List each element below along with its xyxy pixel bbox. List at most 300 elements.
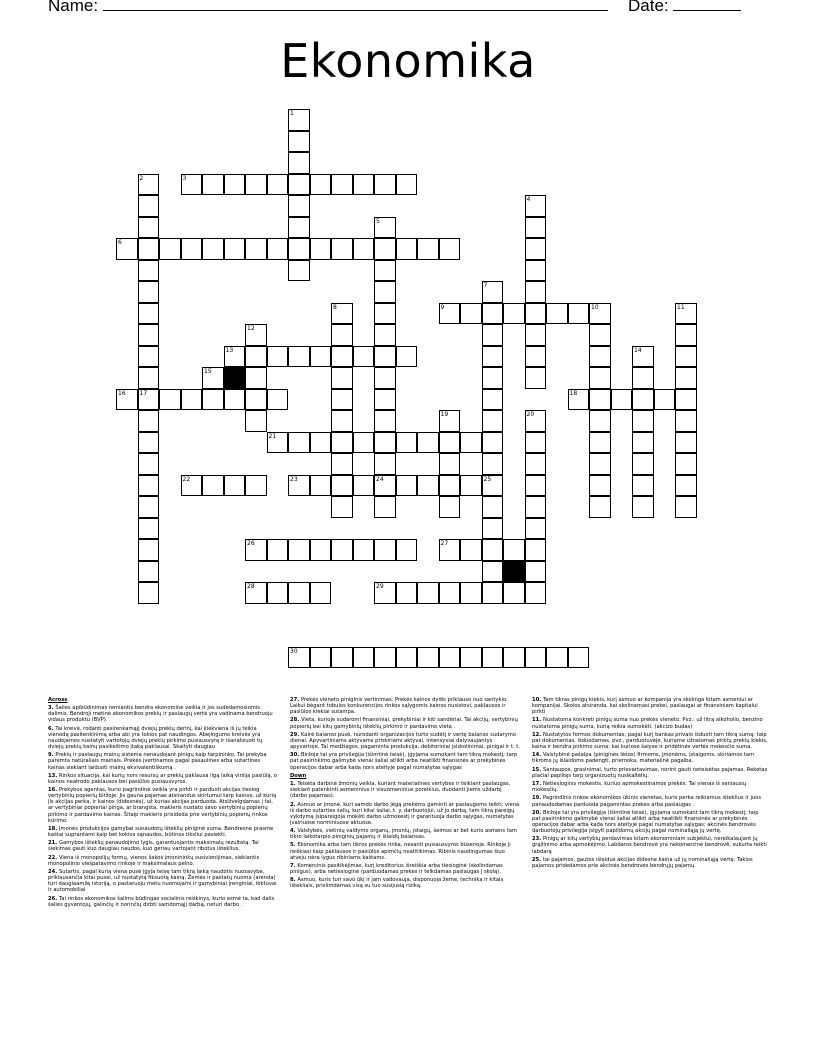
grid-cell[interactable] xyxy=(611,389,633,411)
clue-number: 7. xyxy=(290,862,298,869)
grid-cell[interactable] xyxy=(525,647,547,669)
grid-cell[interactable] xyxy=(439,410,461,432)
clue-number: 16. xyxy=(48,787,59,794)
clue-text: Viena iš monopolijų formų, vienos šakos įmonininkų susivienijimas, siekiantis monopolinio viešpatavimo rinkoje ir maksimalaus pelno. xyxy=(48,854,260,867)
clue-text: Komercinis pasitikėjimas, kurį kreditorius išreiškia arba tiesioginė (skolindamas pinigus), arba netiesioginė (parduodamas prekes ir teikdamas paslaugas į skolą). xyxy=(290,862,503,876)
grid-cell[interactable] xyxy=(374,475,396,497)
clue-item xyxy=(48,896,278,908)
grid-cell[interactable] xyxy=(675,432,697,454)
grid-cell[interactable] xyxy=(632,367,654,389)
grid-cell[interactable] xyxy=(460,647,482,669)
grid-cell[interactable] xyxy=(138,346,160,368)
grid-cell[interactable] xyxy=(374,367,396,389)
grid-cell[interactable] xyxy=(288,539,310,561)
grid-cell[interactable] xyxy=(675,346,697,368)
grid-cell[interactable] xyxy=(525,539,547,561)
grid-cell[interactable] xyxy=(353,475,375,497)
clue-number: 17. xyxy=(532,781,543,788)
clue-text: Sutartis, pagal kurią viena pusė įgyja teisę tam tikrą laiką naudotis nuosavybe, priklausančia kitai pusei, už nustatytą fiksuotą kainą. Žemės ir pastatų nuoma (arenda) turi daugiaamžę istoriją, o pastaruoju metu nuomojami ir gamybiniai įrenginiai, lėktuvai ir automobiliai xyxy=(48,869,277,894)
grid-cell[interactable] xyxy=(503,539,525,561)
grid-cell[interactable] xyxy=(331,303,353,325)
clue-item xyxy=(532,857,768,869)
grid-cell[interactable] xyxy=(202,475,224,497)
grid-cell[interactable] xyxy=(202,238,224,260)
grid-cell[interactable] xyxy=(138,281,160,303)
clue-item xyxy=(532,732,768,750)
grid-cell[interactable] xyxy=(482,346,504,368)
grid-cell[interactable] xyxy=(439,303,461,325)
clue-item xyxy=(532,752,768,764)
grid-cell[interactable] xyxy=(482,432,504,454)
grid-cell[interactable] xyxy=(675,303,697,325)
grid-cell[interactable] xyxy=(460,475,482,497)
clue-number: 13 xyxy=(225,346,234,354)
grid-cell[interactable] xyxy=(331,389,353,411)
clue-text: Įmonės produkcijos gamybai sunaudotų išteklių piniginė suma. Bendresne prasme kaštai suprantami kaip bet kokios sąnaudos, būtinos tiksliui pasiekti. xyxy=(48,825,274,838)
grid-cell[interactable] xyxy=(374,346,396,368)
grid-cell[interactable] xyxy=(331,647,353,669)
clue-number: 14 xyxy=(634,346,642,354)
grid-cell[interactable] xyxy=(439,496,461,518)
grid-cell[interactable] xyxy=(288,131,310,153)
grid-cell[interactable] xyxy=(245,238,267,260)
grid-cell[interactable] xyxy=(202,174,224,196)
grid-cell[interactable] xyxy=(138,389,160,411)
grid-cell[interactable] xyxy=(224,238,246,260)
grid-cell[interactable] xyxy=(288,217,310,239)
grid-cell[interactable] xyxy=(331,432,353,454)
clue-item xyxy=(48,840,278,852)
grid-cell[interactable] xyxy=(460,432,482,454)
grid-cell[interactable] xyxy=(525,582,547,604)
grid-cell[interactable] xyxy=(202,367,224,389)
clue-item xyxy=(532,810,768,834)
grid-cell[interactable] xyxy=(138,174,160,196)
grid-cell[interactable] xyxy=(245,174,267,196)
grid-cell[interactable] xyxy=(396,238,418,260)
grid-cell[interactable] xyxy=(589,303,611,325)
grid-cell[interactable] xyxy=(632,496,654,518)
clue-text: Pinigų ar kitų vertybių perdavimas kitam ekonominiam subjektui, nereikalaujant jų grąžinimo arba apmokėjimo. Labdaros bendrovė yra nekomercinė bendrovė, sukurta teikti labdarą xyxy=(532,836,767,855)
grid-cell[interactable] xyxy=(589,453,611,475)
clue-number: 22. xyxy=(48,854,59,861)
grid-cell[interactable] xyxy=(525,281,547,303)
grid-cell[interactable] xyxy=(288,152,310,174)
grid-cell[interactable] xyxy=(159,238,181,260)
grid-cell[interactable] xyxy=(138,367,160,389)
grid-cell[interactable] xyxy=(288,195,310,217)
clue-item xyxy=(290,828,520,840)
clue-number: 26 xyxy=(247,540,255,547)
grid-cell[interactable] xyxy=(503,303,525,325)
clue-text: Netiesioginis mokestis, kuriuo apmokestinamos prekės. Tai vienas iš seniausių mokesčių. xyxy=(532,781,747,794)
grid-cell[interactable] xyxy=(396,346,418,368)
clue-text: Tai kreivė, rodanti pasirenkamąjį dviejų prekių derinį, kai kiekviena iš jų teikia vienodą pasitenkinimą arba abi yra tokios pat naudingos. Abejingumo kreivės yra naudojamos nustatyti vartotojų dviejų prekių pirkimo pusiausvyrą ir išanalizuoti tų dviejų prekių kainų pasikeitimo įtaką paklausai. Skaityti daugiau xyxy=(48,725,263,751)
grid-cell[interactable] xyxy=(675,410,697,432)
clue-number: 21. xyxy=(48,840,59,847)
grid-cell[interactable] xyxy=(116,389,138,411)
clue-text: Valstybės, vietinių valdymo organų, įmonių, įstaigų, šeimos ar bet kurio asmens tam tikro laikotarpio piniginių pajamų ir išlaidų balansas. xyxy=(290,828,518,841)
grid-cell[interactable] xyxy=(374,238,396,260)
clue-number: 30. xyxy=(290,752,301,759)
clue-text: Kairė balanso pusė, nurodanti organizacijos turto sudėtį ir vertę balanso sudarymo dienai. Apyvartiniams aktyvams priskiriami aktyvai, intensyviai dalyvaujantys apyvartoje. Tai medžiagos, pagaminta produkcija, debitoriniai įsiskolinimai, pinigai ir t. t. xyxy=(290,731,520,751)
clue-item xyxy=(290,863,520,875)
grid-cell[interactable] xyxy=(310,238,332,260)
clue-number: 25. xyxy=(532,856,543,863)
black-cell xyxy=(503,561,525,583)
grid-cell[interactable] xyxy=(245,410,267,432)
grid-cell[interactable] xyxy=(439,539,461,561)
clue-number: 8 xyxy=(333,303,337,311)
grid-cell[interactable] xyxy=(503,647,525,669)
grid-cell[interactable] xyxy=(374,303,396,325)
grid-cell[interactable] xyxy=(632,475,654,497)
grid-cell[interactable] xyxy=(482,518,504,540)
clue-number: 28. xyxy=(290,717,301,724)
grid-cell[interactable] xyxy=(138,303,160,325)
clue-item xyxy=(48,826,278,838)
clue-number: 1 xyxy=(290,110,294,117)
clue-text: Vieta, kurioje sudaromi finansiniai, prekybiniai ir kiti sandėriai. Tai akcijų, vertybinių popierių bei kitų gamybinių išteklių pirkimo ir pardavimo vieta . xyxy=(290,717,518,730)
grid-cell[interactable] xyxy=(568,389,590,411)
grid-cell[interactable] xyxy=(632,453,654,475)
grid-cell[interactable] xyxy=(267,432,289,454)
grid-cell[interactable] xyxy=(525,367,547,389)
clue-number: 12. xyxy=(532,731,543,738)
grid-cell[interactable] xyxy=(374,410,396,432)
grid-cell[interactable] xyxy=(546,647,568,669)
clue-item xyxy=(290,781,520,799)
clue-number: 3 xyxy=(182,174,187,182)
grid-cell[interactable] xyxy=(288,109,310,131)
clue-number: 22 xyxy=(182,475,191,483)
grid-cell[interactable] xyxy=(439,432,461,454)
grid-cell[interactable] xyxy=(374,539,396,561)
grid-cell[interactable] xyxy=(396,582,418,604)
grid-cell[interactable] xyxy=(138,561,160,583)
grid-cell[interactable] xyxy=(525,410,547,432)
grid-cell[interactable] xyxy=(331,174,353,196)
grid-cell[interactable] xyxy=(288,174,310,196)
grid-cell[interactable] xyxy=(525,238,547,260)
down-heading: Down xyxy=(290,772,307,779)
grid-cell[interactable] xyxy=(482,496,504,518)
grid-cell[interactable] xyxy=(396,647,418,669)
grid-cell[interactable] xyxy=(331,496,353,518)
grid-cell[interactable] xyxy=(589,389,611,411)
grid-cell[interactable] xyxy=(675,367,697,389)
grid-cell[interactable] xyxy=(417,238,439,260)
clue-text: Biržoje tai yra privilegija (išimtinė teisė), įgyjama sumokant tam tikrą mokestį; taip pat pasirinkimo galimybė vienai šaliai atlikti arba neatlikti finansinės ar prekybinės operacijos dabar arba kada nors ateityje pagal numatytas sąlygas; akcinės bendrovės darbuotojų privilegija įsigyti papildomų akcijų pagal nominaliąją jų vertę. xyxy=(532,809,759,835)
grid-cell[interactable] xyxy=(546,303,568,325)
grid-cell[interactable] xyxy=(525,303,547,325)
grid-cell[interactable] xyxy=(632,389,654,411)
grid-cell[interactable] xyxy=(482,389,504,411)
grid-cell[interactable] xyxy=(374,389,396,411)
grid-cell[interactable] xyxy=(245,367,267,389)
grid-cell[interactable] xyxy=(632,432,654,454)
grid-cell[interactable] xyxy=(460,539,482,561)
grid-cell[interactable] xyxy=(331,346,353,368)
grid-cell[interactable] xyxy=(482,539,504,561)
grid-cell[interactable] xyxy=(224,346,246,368)
grid-cell[interactable] xyxy=(396,475,418,497)
grid-cell[interactable] xyxy=(267,582,289,604)
clue-item xyxy=(48,726,278,750)
grid-cell[interactable] xyxy=(267,174,289,196)
clue-item xyxy=(290,697,520,715)
grid-cell[interactable] xyxy=(374,453,396,475)
clue-text: Prekybos agentas, kurio pagrindinė veikla yra pirkti ir parduoti akcijas tiesiog vertybinių popierių biržoje. Jis gauna pajamas atsirandus skirtumui tarp kainos, už kurią jis akcijas perka, ir kainos (didesnės), už kurias akcijas parduoda. Atsižvelgdamas į tai, ar vertybiniai popieriai pinga, ar brangsta, makleris nustato savo vertybinių popierių pirkimo ir pardavimo kainas. Šitaip makleris prisideda prie vertybinių popierių rinkos kūrimo. xyxy=(48,787,277,824)
grid-cell[interactable] xyxy=(396,174,418,196)
grid-cell[interactable] xyxy=(138,260,160,282)
clue-item xyxy=(532,717,768,729)
clue-text: Biržoje tai yra privilegija (išimtinė teisė), įgyjama sumokant tam tikrą mokestį; tarp pat pasirinkimo galimybė vienai šaliai atlikti arba neatlikti finansinės ar prekybinės operacijos dabar arba kada nors ateityje pagal numatytas sąlygas xyxy=(290,752,518,771)
grid-cell[interactable] xyxy=(589,346,611,368)
clue-number: 10. xyxy=(532,697,543,703)
grid-cell[interactable] xyxy=(245,582,267,604)
grid-cell[interactable] xyxy=(525,324,547,346)
grid-cell[interactable] xyxy=(267,346,289,368)
grid-cell[interactable] xyxy=(632,410,654,432)
clue-number: 27. xyxy=(290,697,301,703)
clue-text: Santaupos, grasinimai, turto prievartavimas, norint gauti neteisėtas pajamas. Reketas plačiai paplitęs tarp organizuotų nusikaltėlių. xyxy=(532,766,768,779)
grid-cell[interactable] xyxy=(224,389,246,411)
grid-cell[interactable] xyxy=(675,389,697,411)
grid-cell[interactable] xyxy=(374,582,396,604)
grid-cell[interactable] xyxy=(675,475,697,497)
clue-number: 27 xyxy=(440,540,449,547)
grid-cell[interactable] xyxy=(202,389,224,411)
clue-number: 17 xyxy=(139,389,148,397)
grid-cell[interactable] xyxy=(138,195,160,217)
grid-cell[interactable] xyxy=(654,389,676,411)
grid-cell[interactable] xyxy=(331,410,353,432)
clue-number: 14. xyxy=(532,752,543,759)
grid-cell[interactable] xyxy=(482,453,504,475)
clue-item xyxy=(532,767,768,779)
grid-cell[interactable] xyxy=(181,174,203,196)
grid-cell[interactable] xyxy=(331,367,353,389)
date-label: Date: xyxy=(628,0,669,15)
grid-cell[interactable] xyxy=(245,346,267,368)
clue-text: Teisėta darbinė žmonių veikla, kuriant materialines vertybes ir teikiant paslaugas, siekiant patenkinti asmeninius ir visuomeninius poreikius, duodanti jiems uždarbį (darbo pajamas). xyxy=(290,781,511,800)
clues-column-2 xyxy=(290,697,520,892)
grid-cell[interactable] xyxy=(159,389,181,411)
grid-cell[interactable] xyxy=(525,432,547,454)
clue-text: Asmuo, kuris turi savo ūkį ir jam vadovauja, disponuoja žeme, technika ir kitais ištekliais, prisiimdamas visą su tuo susijusią riziką. xyxy=(290,877,504,890)
grid-cell[interactable] xyxy=(116,238,138,260)
clue-item xyxy=(290,842,520,860)
grid-cell[interactable] xyxy=(482,582,504,604)
grid-cell[interactable] xyxy=(245,389,267,411)
clue-item xyxy=(290,752,520,770)
grid-cell[interactable] xyxy=(138,324,160,346)
grid-cell[interactable] xyxy=(525,561,547,583)
grid-cell[interactable] xyxy=(525,496,547,518)
grid-cell[interactable] xyxy=(224,475,246,497)
grid-cell[interactable] xyxy=(310,174,332,196)
grid-cell[interactable] xyxy=(331,238,353,260)
grid-cell[interactable] xyxy=(396,539,418,561)
grid-cell[interactable] xyxy=(138,539,160,561)
grid-cell[interactable] xyxy=(374,217,396,239)
grid-cell[interactable] xyxy=(138,238,160,260)
grid-cell[interactable] xyxy=(482,324,504,346)
grid-cell[interactable] xyxy=(288,346,310,368)
clue-number: 20. xyxy=(532,809,543,816)
clue-item xyxy=(290,732,520,750)
grid-cell[interactable] xyxy=(503,582,525,604)
grid-cell[interactable] xyxy=(331,324,353,346)
grid-cell[interactable] xyxy=(310,475,332,497)
grid-cell[interactable] xyxy=(525,217,547,239)
grid-cell[interactable] xyxy=(525,346,547,368)
grid-cell[interactable] xyxy=(353,647,375,669)
grid-cell[interactable] xyxy=(482,561,504,583)
grid-cell[interactable] xyxy=(417,432,439,454)
grid-cell[interactable] xyxy=(224,174,246,196)
clue-number: 29. xyxy=(290,731,301,738)
clue-number: 26. xyxy=(48,895,59,902)
clue-number: 19. xyxy=(532,795,543,802)
clue-text: Nustatoma konkreti pinigų suma nuo prekės vieneto. Pvz.: už litrą alkoholio, benzino nustatoma pinigų suma, kurią reikia sumokėti. (akcizo budas) xyxy=(532,717,763,730)
clue-number: 7 xyxy=(483,282,488,289)
grid-cell[interactable] xyxy=(525,195,547,217)
clue-text: Tam tikras pinigų kiekis, kurį asmuo ar kompanija yra skolinga kitam asmeniui ar kompanijai. Skolos atsiranda, kai skolinamasi prekei, paslaugai ar finansiniam kapitalui pirkti xyxy=(532,697,758,716)
grid-cell[interactable] xyxy=(288,432,310,454)
grid-cell[interactable] xyxy=(138,518,160,540)
grid-cell[interactable] xyxy=(589,410,611,432)
grid-cell[interactable] xyxy=(353,346,375,368)
grid-cell[interactable] xyxy=(245,539,267,561)
grid-cell[interactable] xyxy=(331,539,353,561)
grid-cell[interactable] xyxy=(288,582,310,604)
grid-cell[interactable] xyxy=(353,174,375,196)
grid-cell[interactable] xyxy=(482,367,504,389)
grid-cell[interactable] xyxy=(589,324,611,346)
grid-cell[interactable] xyxy=(374,260,396,282)
clue-text: Šalies apibūdinimas remiantis bendra ekonomine veikla ir jos sudedamosiomis dalimis. Bendroji metinė ekonomikos prekių ir paslaugų vertė yra vadinama bendruoju vidaus produktu (BVP). xyxy=(48,705,273,724)
grid-cell[interactable] xyxy=(439,475,461,497)
grid-cell[interactable] xyxy=(374,174,396,196)
grid-cell[interactable] xyxy=(460,582,482,604)
clue-number: 3. xyxy=(48,705,56,712)
clue-number: 6. xyxy=(48,725,56,732)
grid-cell[interactable] xyxy=(374,647,396,669)
clue-text: Valstybinė pašalpa (piniginės lėšos) firmoms, įmonėms, įstaigoms, skiriamos tam tikroms jų išlaidoms padengti, priemoka, materialinė pagalba. xyxy=(532,752,755,765)
clue-number: 15. xyxy=(532,766,543,773)
clue-number: 23. xyxy=(532,836,543,843)
grid-cell[interactable] xyxy=(589,475,611,497)
grid-cell[interactable] xyxy=(245,475,267,497)
grid-cell[interactable] xyxy=(374,432,396,454)
grid-cell[interactable] xyxy=(525,475,547,497)
grid-cell[interactable] xyxy=(267,389,289,411)
grid-cell[interactable] xyxy=(482,303,504,325)
grid-cell[interactable] xyxy=(310,539,332,561)
grid-cell[interactable] xyxy=(267,238,289,260)
grid-cell[interactable] xyxy=(482,475,504,497)
grid-cell[interactable] xyxy=(138,453,160,475)
grid-cell[interactable] xyxy=(374,496,396,518)
grid-cell[interactable] xyxy=(353,539,375,561)
grid-cell[interactable] xyxy=(632,346,654,368)
grid-cell[interactable] xyxy=(245,324,267,346)
grid-cell[interactable] xyxy=(331,453,353,475)
grid-cell[interactable] xyxy=(310,432,332,454)
grid-cell[interactable] xyxy=(138,432,160,454)
grid-cell[interactable] xyxy=(288,475,310,497)
grid-cell[interactable] xyxy=(353,432,375,454)
grid-cell[interactable] xyxy=(482,281,504,303)
grid-cell[interactable] xyxy=(310,647,332,669)
clue-item xyxy=(290,802,520,826)
grid-cell[interactable] xyxy=(675,453,697,475)
grid-cell[interactable] xyxy=(568,647,590,669)
grid-cell[interactable] xyxy=(675,324,697,346)
clue-number: 18 xyxy=(569,389,578,397)
clue-number: 23 xyxy=(290,475,298,483)
clue-text: Asmuo ar įmonė, kuri samdo darbo jėgą prekėms gaminti ar paslaugoms teikti; viena iš darbo sutarties šalių, kuri kitai šaliai, t. y. darbuotojui, už jo darbą, tam tikrą pareigų vykdymą įsipareigoja mokėti darbo užmokestį ir garantuoja darbo sąlygas, numatytas įvairiuose norminiuose aktuose. xyxy=(290,801,520,826)
clue-number: 11 xyxy=(677,303,685,311)
grid-cell[interactable] xyxy=(417,475,439,497)
grid-cell[interactable] xyxy=(138,410,160,432)
clue-item xyxy=(48,773,278,785)
grid-cell[interactable] xyxy=(374,324,396,346)
grid-cell[interactable] xyxy=(525,260,547,282)
grid-cell[interactable] xyxy=(310,582,332,604)
grid-cell[interactable] xyxy=(310,346,332,368)
grid-cell[interactable] xyxy=(138,217,160,239)
grid-cell[interactable] xyxy=(568,303,590,325)
grid-cell[interactable] xyxy=(138,475,160,497)
grid-cell[interactable] xyxy=(482,410,504,432)
grid-cell[interactable] xyxy=(267,539,289,561)
grid-cell[interactable] xyxy=(525,518,547,540)
grid-cell[interactable] xyxy=(589,367,611,389)
grid-cell[interactable] xyxy=(460,303,482,325)
grid-cell[interactable] xyxy=(353,238,375,260)
grid-cell[interactable] xyxy=(439,238,461,260)
grid-cell[interactable] xyxy=(374,281,396,303)
grid-cell[interactable] xyxy=(138,582,160,604)
grid-cell[interactable] xyxy=(288,238,310,260)
grid-cell[interactable] xyxy=(439,647,461,669)
grid-cell[interactable] xyxy=(417,582,439,604)
grid-cell[interactable] xyxy=(396,432,418,454)
grid-cell[interactable] xyxy=(181,389,203,411)
grid-cell[interactable] xyxy=(589,432,611,454)
grid-cell[interactable] xyxy=(439,582,461,604)
grid-cell[interactable] xyxy=(417,647,439,669)
grid-cell[interactable] xyxy=(525,453,547,475)
grid-cell[interactable] xyxy=(675,496,697,518)
grid-cell[interactable] xyxy=(589,496,611,518)
grid-cell[interactable] xyxy=(331,475,353,497)
grid-cell[interactable] xyxy=(439,453,461,475)
grid-cell[interactable] xyxy=(288,260,310,282)
grid-cell[interactable] xyxy=(482,647,504,669)
grid-cell[interactable] xyxy=(138,496,160,518)
grid-cell[interactable] xyxy=(288,647,310,669)
clue-number: 8. xyxy=(290,877,298,884)
grid-cell[interactable] xyxy=(181,238,203,260)
clue-number: 1. xyxy=(290,781,298,788)
clue-item xyxy=(48,787,278,824)
clue-item xyxy=(532,781,768,793)
grid-cell[interactable] xyxy=(181,475,203,497)
